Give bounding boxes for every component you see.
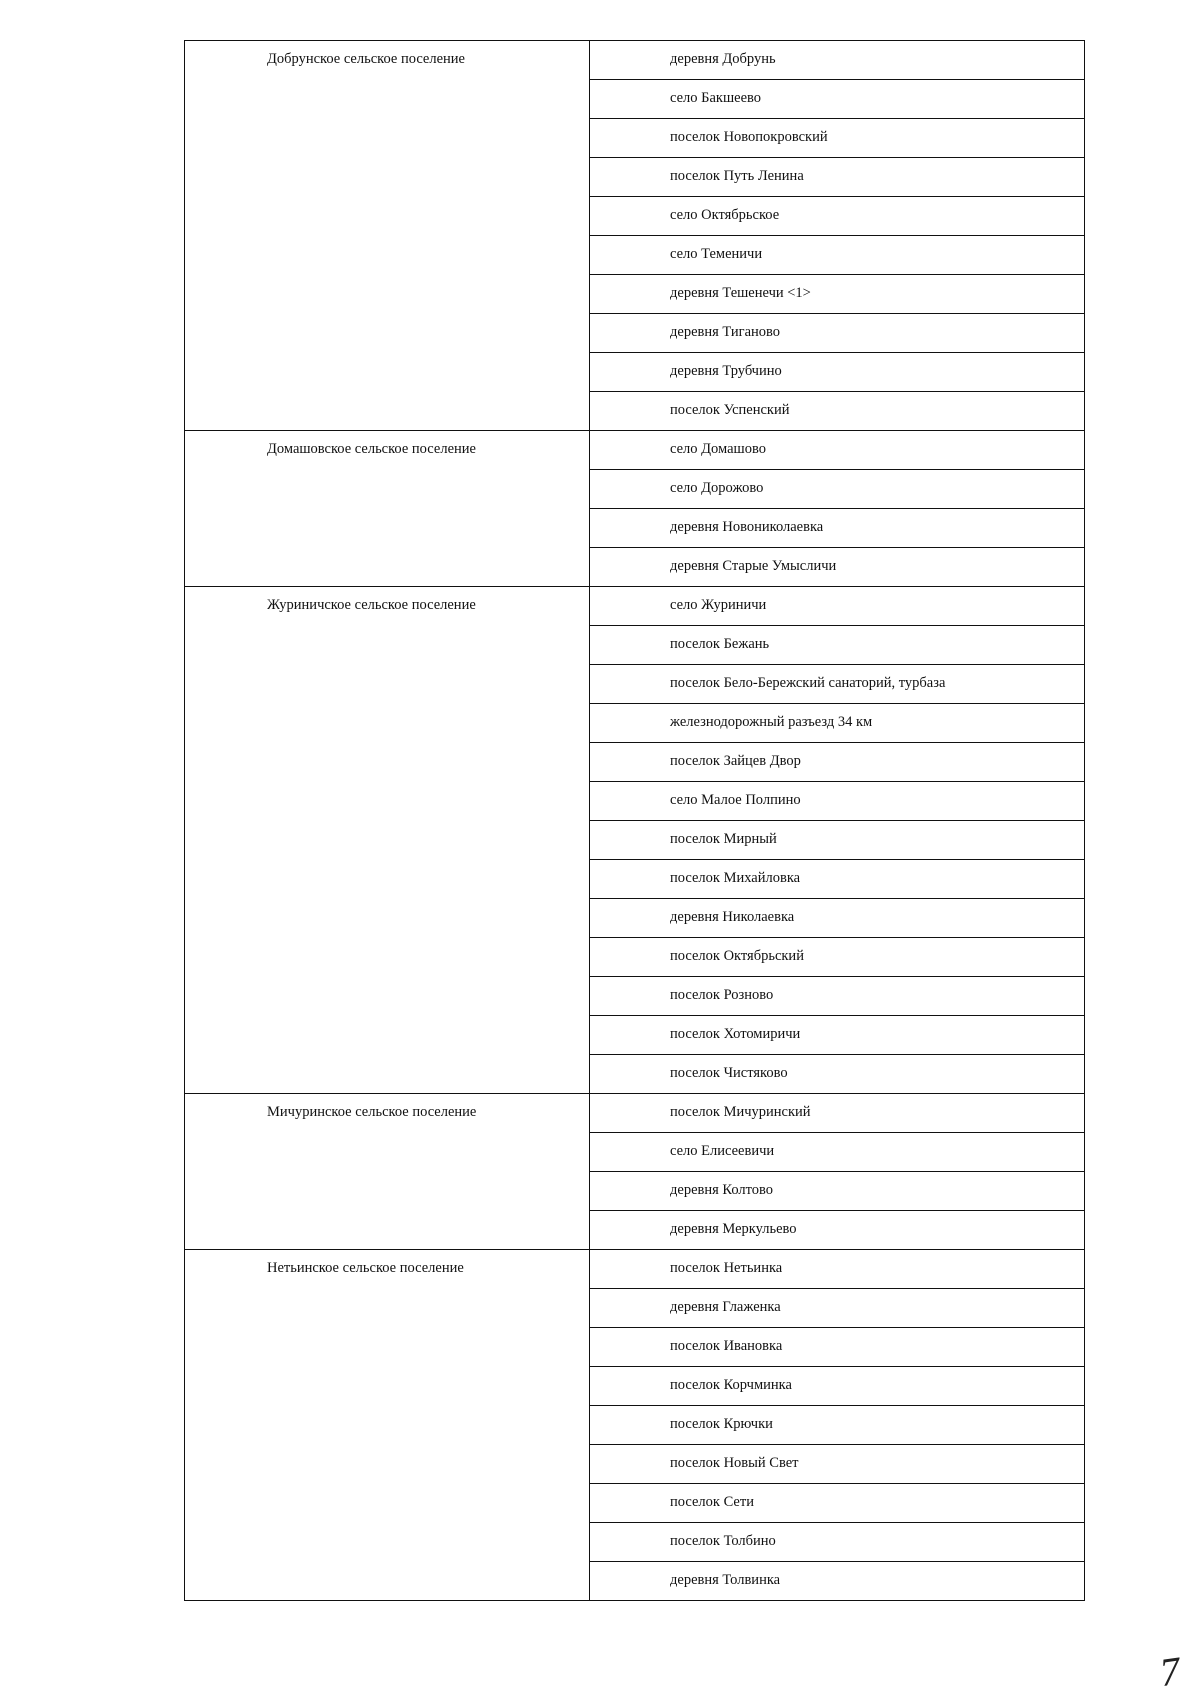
table-row — [185, 431, 1085, 470]
locality-cell: поселок Толбино — [590, 1523, 1085, 1562]
settlement-name-cell: Журиничское сельское поселение — [185, 587, 590, 1094]
page-number: 7 — [1156, 1647, 1184, 1696]
locality-cell: железнодорожный разъезд 34 км — [590, 704, 1085, 743]
table-row — [185, 587, 1085, 626]
locality-cell: село Елисеевичи — [590, 1133, 1085, 1172]
locality-cell: деревня Меркульево — [590, 1211, 1085, 1250]
locality-cell: поселок Новопокровский — [590, 119, 1085, 158]
locality-cell: село Октябрьское — [590, 197, 1085, 236]
locality-cell: поселок Путь Ленина — [590, 158, 1085, 197]
locality-cell: поселок Хотомиричи — [590, 1016, 1085, 1055]
locality-cell: поселок Корчминка — [590, 1367, 1085, 1406]
locality-cell: деревня Толвинка — [590, 1562, 1085, 1601]
locality-cell: деревня Добрунь — [590, 41, 1085, 80]
table-row — [185, 1250, 1085, 1289]
locality-cell: село Малое Полпино — [590, 782, 1085, 821]
locality-cell: село Дорожово — [590, 470, 1085, 509]
locality-cell: деревня Николаевка — [590, 899, 1085, 938]
settlement-name-cell: Мичуринское сельское поселение — [185, 1094, 590, 1250]
locality-cell: поселок Ивановка — [590, 1328, 1085, 1367]
locality-cell: деревня Тешенечи <1> — [590, 275, 1085, 314]
locality-cell: поселок Михайловка — [590, 860, 1085, 899]
locality-cell: поселок Рознoво — [590, 977, 1085, 1016]
settlement-name-cell: Добрунское сельское поселение — [185, 41, 590, 431]
locality-cell: деревня Глаженка — [590, 1289, 1085, 1328]
locality-cell: село Бакшеево — [590, 80, 1085, 119]
locality-cell: поселок Крючки — [590, 1406, 1085, 1445]
locality-cell: село Домашово — [590, 431, 1085, 470]
locality-cell: поселок Новый Свет — [590, 1445, 1085, 1484]
locality-cell: поселок Мичуринский — [590, 1094, 1085, 1133]
locality-cell: поселок Зайцев Двор — [590, 743, 1085, 782]
locality-cell: поселок Нетьинка — [590, 1250, 1085, 1289]
locality-cell: поселок Октябрьский — [590, 938, 1085, 977]
locality-cell: поселок Бежань — [590, 626, 1085, 665]
settlement-name-cell: Нетьинское сельское поселение — [185, 1250, 590, 1601]
table-row — [185, 1094, 1085, 1133]
locality-cell: деревня Тиганово — [590, 314, 1085, 353]
locality-cell: поселок Сети — [590, 1484, 1085, 1523]
locality-cell: поселок Успенский — [590, 392, 1085, 431]
locality-cell: поселок Чистяково — [590, 1055, 1085, 1094]
locality-cell: поселок Мирный — [590, 821, 1085, 860]
locality-cell: село Теменичи — [590, 236, 1085, 275]
table-row — [185, 41, 1085, 80]
locality-cell: деревня Старые Умысличи — [590, 548, 1085, 587]
settlements-table — [184, 40, 1085, 1601]
settlement-name-cell: Домашовское сельское поселение — [185, 431, 590, 587]
locality-cell: село Журиничи — [590, 587, 1085, 626]
locality-cell: поселок Бело-Бережский санаторий, турбаза — [590, 665, 1085, 704]
locality-cell: деревня Новониколаевка — [590, 509, 1085, 548]
settlements-table-body — [185, 41, 1085, 1601]
locality-cell: деревня Трубчино — [590, 353, 1085, 392]
locality-cell: деревня Колтово — [590, 1172, 1085, 1211]
